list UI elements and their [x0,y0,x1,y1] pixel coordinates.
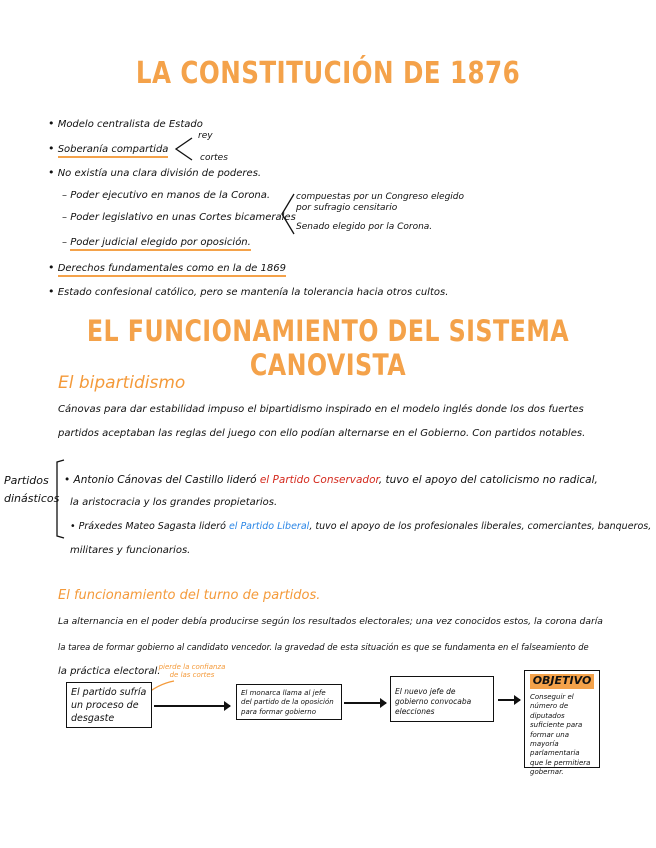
main-title: LA CONSTITUCIÓN DE 1876 [135,56,521,91]
sub-executive: – Poder ejecutivo en manos de la Corona. [62,190,271,201]
paragraph-line: La alternancia en el poder debía producirse según los resultados electorales; una vez conocidos estos, la corona daría [58,616,603,627]
leader-line2: la aristocracia y los grandes propietarios. [70,497,278,508]
flow-box-objetivo [524,670,600,777]
bullet-confessional: • Estado confesional católico, pero se mantenía la tolerancia hacia otros cultos. [48,285,449,298]
bullet-text: Derechos fundamentales como en la de 1869 [58,263,286,277]
party-conservador: el Partido Conservador [259,474,379,486]
party-liberal: el Partido Liberal [228,521,310,532]
heading-bipartidismo: El bipartidismo [58,373,186,393]
paragraph-line: la tarea de formar gobierno al candidato vencedor. la gravedad de esta situación es que se fundamenta en el falseamiento de [58,642,589,652]
sub-legislative: – Poder legislativo en unas Cortes bicamerales [62,212,296,223]
orange-note: pierde la confianza de las cortes [158,663,226,680]
leader-text: , tuvo el apoyo de los profesionales liberales, comerciantes, banqueros, [309,521,652,532]
sub-text: Poder judicial elegido por oposición. [70,237,251,251]
side-label [4,472,59,507]
senate-note: Senado elegido por la Corona. [296,222,433,232]
bullet-text: No existía una clara división de poderes. [57,168,262,179]
leader-text: , tuvo el apoyo del catolicismo no radical, [378,474,598,486]
flow-arrow [344,702,386,704]
leader-canovas [64,474,598,486]
flow-arrow [498,699,520,701]
leader-sagasta [70,521,651,532]
side-label-line: Partidos [4,474,49,487]
sub-text: Poder legislativo en unas Cortes bicamerales [70,212,296,223]
bullet-sovereignty: • Soberanía compartida [48,142,168,155]
leader-text: • Práxedes Mateo Sagasta lideró [70,521,226,532]
brace-icon [170,134,200,164]
flow-box-monarca: El monarca llama al jefe del partido de la oposición para formar gobierno [236,684,342,720]
flow-box-elecciones: El nuevo jefe de gobierno convocaba elecciones [390,676,494,722]
objetivo-title: OBJETIVO [530,674,594,689]
sub-text: Poder ejecutivo en manos de la Corona. [70,190,271,201]
bullet-powers: • No existía una clara división de poderes. [48,166,262,179]
flow-box-desgaste: El partido sufría un proceso de desgaste [66,682,152,728]
bullet-rights: • Derechos fundamentales como en la de 1869 [48,261,286,274]
leader-line2: militares y funcionarios. [70,545,191,556]
congress-note: compuestas por un Congreso elegido por sufragio censitario [296,192,465,214]
bullet-text: Soberanía compartida [58,144,169,158]
cortes-label: cortes [200,153,228,163]
paragraph-line: partidos aceptaban las reglas del juego con ello podían alternarse en el Gobierno. Con partidos notables. [58,428,586,439]
brace-icon [278,192,298,236]
flow-arrow [154,705,230,707]
bracket-icon [54,458,66,540]
rey-label: rey [198,131,213,141]
leader-text: • Antonio Cánovas del Castillo lideró [64,474,257,486]
section-title: EL FUNCIONAMIENTO DEL SISTEMA CANOVISTA [86,314,570,382]
heading-turno: El funcionamiento del turno de partidos. [58,588,321,603]
bullet-centralism: • Modelo centralista de Estado [48,117,203,130]
sub-judicial: – Poder judicial elegido por oposición. [62,237,251,248]
bullet-text: Estado confesional católico, pero se mantenía la tolerancia hacia otros cultos. [57,287,449,298]
side-label-line: dinásticos [4,491,60,505]
bullet-text: Modelo centralista de Estado [57,119,203,130]
objetivo-text: Conseguir el número de diputados suficiente para formar una mayoría parlamentaria que le permitiera gobernar. [530,692,591,777]
paragraph-line: la práctica electoral. [58,666,161,677]
paragraph-line: Cánovas para dar estabilidad impuso el bipartidismo inspirado en el modelo inglés donde los dos fuertes [58,404,584,415]
